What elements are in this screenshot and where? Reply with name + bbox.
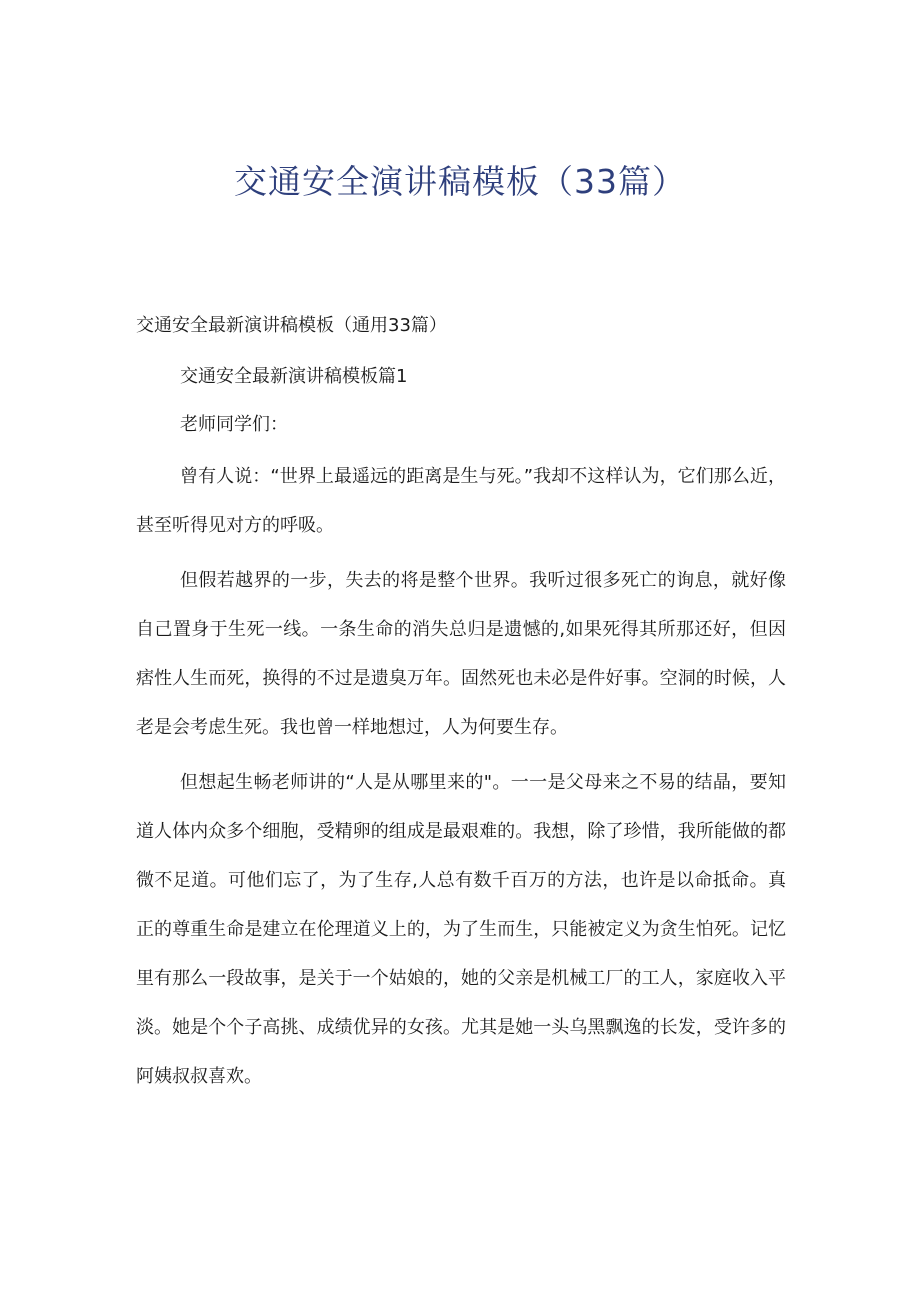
paragraph: 曾有人说：“世界上最遥远的距离是生与死。”我却不这样认为，它们那么近，甚至听得见对方的呼吸。 — [136, 466, 786, 536]
section-heading: 交通安全最新演讲稿模板篇1 — [180, 366, 408, 387]
document-title: 交通安全演讲稿模板（33篇） — [234, 162, 686, 201]
document-subtitle: 交通安全最新演讲稿模板（通用33篇） — [136, 315, 447, 336]
document-body — [136, 452, 786, 1101]
paragraph: 但假若越界的一步，失去的将是整个世界。我听过很多死亡的询息，就好像自己置身于生死一线。一条生命的消失总归是遗憾的,如果死得其所那还好，但因痞性人生而死，换得的不过是遗臭万年。固然死也未必是件好事。空洞的时候，人老是会考虑生死。我也曾一样地想过，人为何要生存。 — [136, 570, 786, 738]
paragraph: 但想起生畅老师讲的“人是从哪里来的"。一一是父母来之不易的结晶，要知道人体内众多个细胞，受精卵的组成是最艰难的。我想，除了珍惜，我所能做的都微不足道。可他们忘了，为了生存,人总有数千百万的方法，也许是以命抵命。真正的尊重生命是建立在伦理道义上的，为了生而生，只能被定义为贪生怕死。记忆里有那么一段故事，是关于一个姑娘的，她的父亲是机械工厂的工人，家庭收入平淡。她是个个子高挑、成绩优异的女孩。尤其是她一头乌黑飘逸的长发，受许多的阿姨叔叔喜欢。 — [136, 772, 786, 1087]
greeting-line: 老师同学们： — [180, 414, 288, 435]
